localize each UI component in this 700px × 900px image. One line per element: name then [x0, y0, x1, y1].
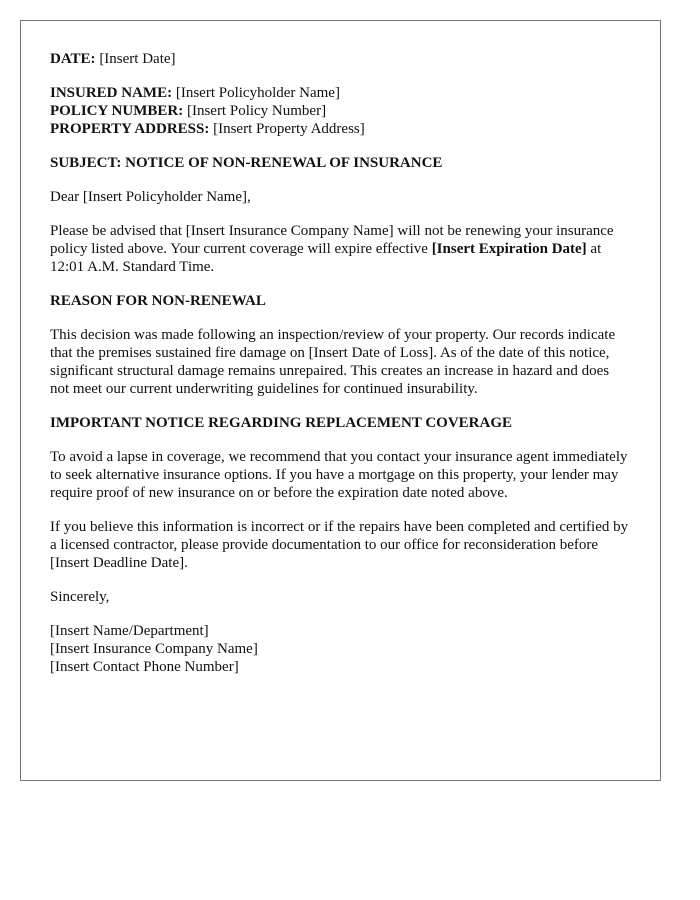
notice-paragraph: To avoid a lapse in coverage, we recommend that you contact your insurance agent immediately to seek alternative insurance options. If you have a mortgage on this property, your lender may require proof of new insurance on or before the expiration date noted above.: [50, 449, 628, 501]
intro-text-end: at 12:01 A.M. Standard Time.: [50, 241, 602, 275]
closing: Sincerely,: [50, 589, 110, 605]
subject-text: SUBJECT: NOTICE OF NON-RENEWAL OF INSURANCE: [50, 155, 443, 171]
expiration-date: [Insert Expiration Date]: [431, 241, 587, 257]
notice-heading: [50, 414, 631, 432]
property-address-value: [Insert Property Address]: [213, 121, 365, 137]
date-line: [50, 50, 631, 68]
intro-paragraph: [50, 222, 631, 276]
subject-line: [50, 154, 631, 172]
letter-page: [20, 20, 661, 781]
signature-phone: [Insert Contact Phone Number]: [50, 659, 239, 675]
reconsider-paragraph: If you believe this information is incorrect or if the repairs have been completed and certified by a licensed contractor, please provide documentation to our office for reconsideration before [Insert Deadline Date].: [50, 519, 629, 571]
date-value: [Insert Date]: [99, 51, 176, 67]
reason-heading-text: REASON FOR NON-RENEWAL: [50, 293, 266, 309]
notice-heading-text: IMPORTANT NOTICE REGARDING REPLACEMENT COVERAGE: [50, 415, 513, 431]
reason-heading: [50, 292, 631, 310]
signature-company: [Insert Insurance Company Name]: [50, 641, 258, 657]
reason-paragraph: This decision was made following an inspection/review of your property. Our records indicate that the premises sustained fire damage on [Insert Date of Loss]. As of the date of this notice, significant structural damage remains unrepaired. This creates an increase in hazard and does not meet our current underwriting guidelines for continued insurability.: [50, 327, 616, 397]
insured-name-value: [Insert Policyholder Name]: [175, 85, 340, 101]
signature-block: [50, 622, 631, 676]
property-address-label: PROPERTY ADDRESS:: [50, 121, 210, 137]
policy-number-label: POLICY NUMBER:: [50, 103, 184, 119]
policy-number-value: [Insert Policy Number]: [186, 103, 327, 119]
salutation: Dear [Insert Policyholder Name],: [50, 189, 251, 205]
intro-text: Please be advised that [Insert Insurance Company Name] will not be renewing your insurance policy listed above. Your current coverage will expire effective: [50, 223, 614, 257]
signature-name: [Insert Name/Department]: [50, 623, 209, 639]
insured-block: [50, 84, 631, 138]
date-label: DATE:: [50, 51, 96, 67]
insured-name-label: INSURED NAME:: [50, 85, 173, 101]
